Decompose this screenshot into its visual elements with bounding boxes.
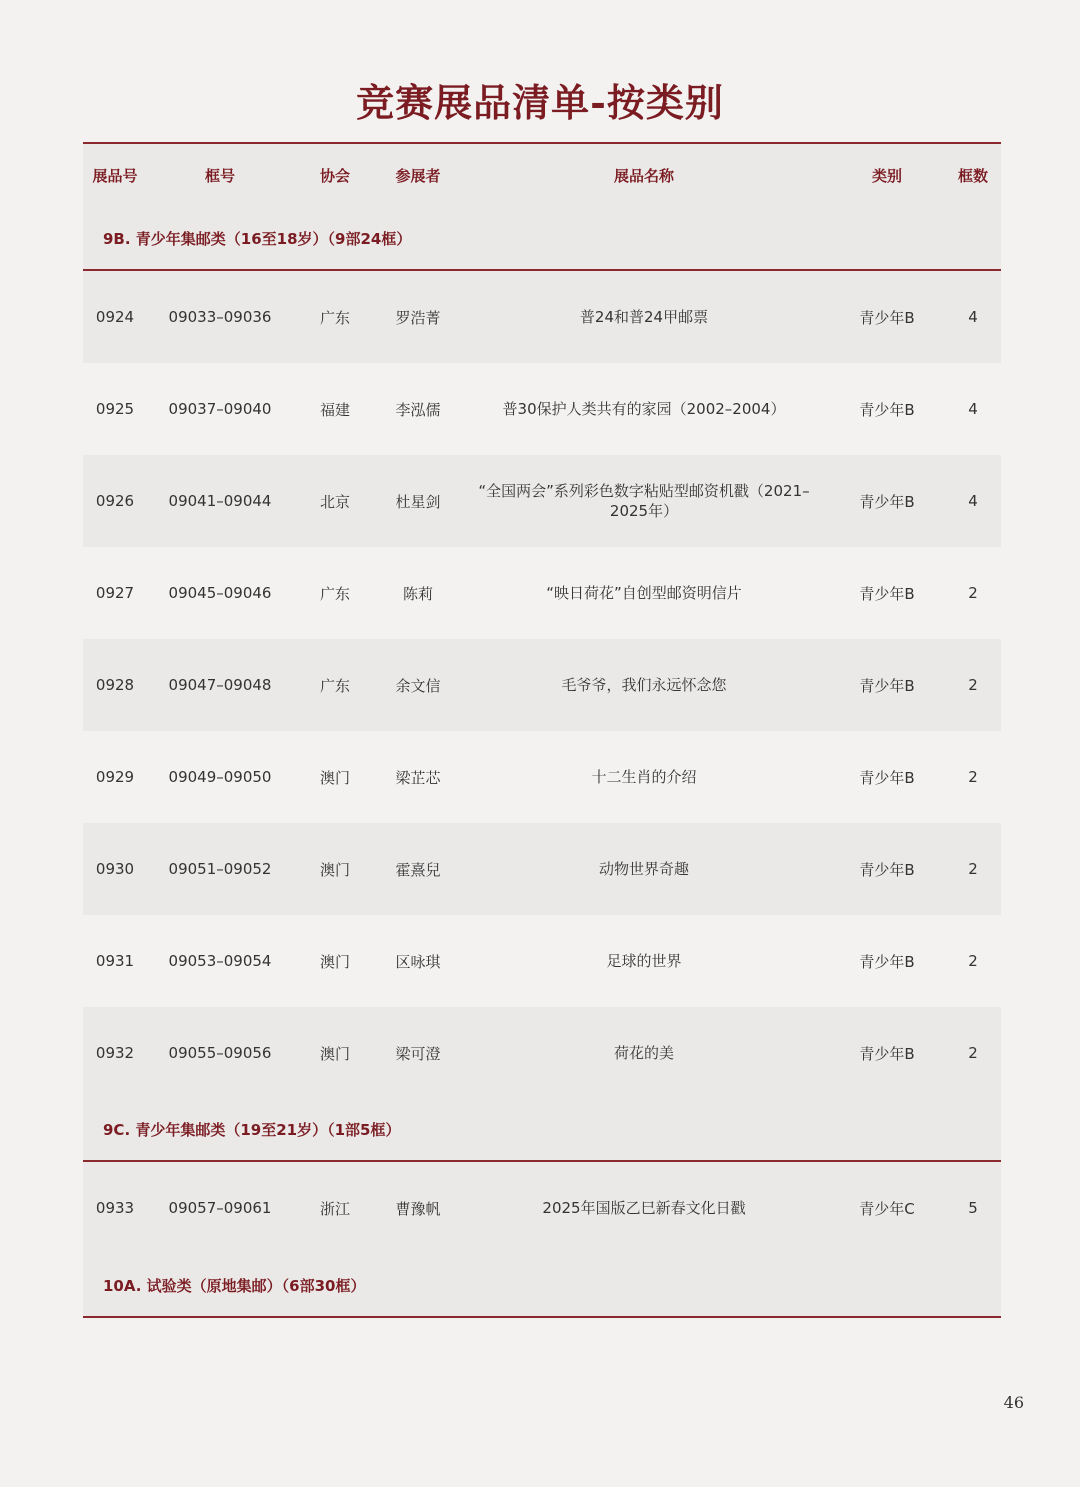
association-cell: 澳门 — [319, 1044, 350, 1063]
exhibit-no-cell: 0933 — [95, 1199, 135, 1217]
exhibit-no-cell: 0930 — [95, 860, 135, 878]
exhibit-no-cell: 0924 — [95, 308, 135, 326]
table-row — [83, 271, 1001, 363]
table-row — [83, 823, 1001, 915]
association-cell: 澳门 — [319, 952, 350, 971]
category-cell: 青少年C — [859, 1199, 915, 1218]
exhibit-no-cell: 0928 — [95, 676, 135, 694]
exhibitor-cell: 杜星剑 — [395, 492, 441, 511]
exhibit-title-cell: 毛爷爷，我们永远怀念您 — [561, 676, 727, 694]
frame-range-cell: 09053–09054 — [168, 952, 272, 970]
table-row — [83, 915, 1001, 1007]
table-row — [83, 731, 1001, 823]
frame-count-cell: 4 — [968, 308, 978, 326]
exhibit-title-cell: 足球的世界 — [606, 952, 682, 970]
header-exhibitor: 参展者 — [395, 167, 441, 185]
exhibit-title-cell: 动物世界奇趣 — [598, 860, 689, 878]
table-row — [83, 547, 1001, 639]
table-header — [83, 144, 1001, 207]
page-title: 竞赛展品清单-按类别 — [356, 80, 724, 125]
exhibit-no-cell: 0932 — [95, 1044, 135, 1062]
category-cell: 青少年B — [859, 952, 915, 971]
exhibit-no-cell: 0926 — [95, 492, 135, 510]
exhibit-title-cell: “全国两会”系列彩色数字粘贴型邮资机戳（2021–2025年） — [478, 482, 810, 520]
table-row — [83, 455, 1001, 547]
exhibitor-cell: 霍熹兒 — [395, 860, 441, 879]
association-cell: 福建 — [319, 400, 350, 419]
section-header: 9C. 青少年集邮类（19至21岁）（1部5框） — [83, 1099, 1001, 1162]
header-frame-count: 框数 — [957, 167, 988, 185]
exhibit-no-cell: 0929 — [95, 768, 135, 786]
exhibit-title-cell: “映日荷花”自创型邮资明信片 — [546, 584, 742, 602]
frame-count-cell: 2 — [968, 1044, 978, 1062]
header-association: 协会 — [319, 167, 350, 185]
category-cell: 青少年B — [859, 768, 915, 787]
category-cell: 青少年B — [859, 584, 915, 603]
exhibit-no-cell: 0927 — [95, 584, 135, 602]
association-cell: 澳门 — [319, 768, 350, 787]
header-category: 类别 — [871, 167, 902, 185]
frame-range-cell: 09057–09061 — [168, 1199, 272, 1217]
category-cell: 青少年B — [859, 1044, 915, 1063]
exhibitor-cell: 曹豫帆 — [395, 1199, 441, 1218]
frame-count-cell: 4 — [968, 400, 978, 418]
exhibit-table — [83, 142, 1001, 1318]
frame-range-cell: 09049–09050 — [168, 768, 272, 786]
association-cell: 广东 — [319, 676, 350, 695]
page-number: 46 — [1003, 1393, 1024, 1412]
exhibitor-cell: 梁芷芯 — [395, 768, 441, 787]
table-row — [83, 363, 1001, 455]
frame-range-cell: 09047–09048 — [168, 676, 272, 694]
exhibit-no-cell: 0925 — [95, 400, 135, 418]
frame-count-cell: 2 — [968, 952, 978, 970]
exhibitor-cell: 陈莉 — [402, 584, 433, 603]
frame-count-cell: 2 — [968, 676, 978, 694]
table-row — [83, 639, 1001, 731]
header-exhibit-title: 展品名称 — [613, 166, 674, 185]
table-body — [83, 207, 1001, 1318]
section-header: 10A. 试验类（原地集邮）（6部30框） — [83, 1254, 1001, 1318]
section-header: 9B. 青少年集邮类（16至18岁）（9部24框） — [83, 207, 1001, 271]
association-cell: 广东 — [319, 584, 350, 603]
frame-range-cell: 09051–09052 — [168, 860, 272, 878]
category-cell: 青少年B — [859, 676, 915, 695]
exhibit-title-cell: 十二生肖的介绍 — [591, 768, 697, 786]
exhibitor-cell: 余文信 — [395, 676, 441, 695]
header-exhibit-no: 展品号 — [92, 167, 138, 185]
association-cell: 浙江 — [319, 1199, 350, 1218]
frame-range-cell: 09055–09056 — [168, 1044, 272, 1062]
exhibit-title-cell: 2025年国版乙巳新春文化日戳 — [542, 1199, 746, 1217]
category-cell: 青少年B — [859, 400, 915, 419]
category-cell: 青少年B — [859, 492, 915, 511]
frame-range-cell: 09045–09046 — [168, 584, 272, 602]
association-cell: 广东 — [319, 308, 350, 327]
exhibitor-cell: 区咏琪 — [395, 952, 441, 971]
association-cell: 北京 — [319, 492, 350, 511]
frame-count-cell: 2 — [968, 584, 978, 602]
exhibitor-cell: 罗浩菁 — [395, 308, 441, 327]
table-row — [83, 1007, 1001, 1099]
frame-range-cell: 09037–09040 — [168, 400, 272, 418]
exhibitor-cell: 梁可澄 — [395, 1044, 441, 1063]
exhibit-title-cell: 普24和普24甲邮票 — [579, 308, 709, 326]
exhibit-no-cell: 0931 — [95, 952, 135, 970]
category-cell: 青少年B — [859, 308, 915, 327]
association-cell: 澳门 — [319, 860, 350, 879]
frame-count-cell: 5 — [968, 1199, 978, 1217]
frame-count-cell: 2 — [968, 860, 978, 878]
header-frame-no: 框号 — [204, 167, 235, 185]
category-cell: 青少年B — [859, 860, 915, 879]
exhibit-title-cell: 荷花的美 — [613, 1044, 674, 1062]
frame-count-cell: 2 — [968, 768, 978, 786]
exhibit-title-cell: 普30保护人类共有的家园（2002–2004） — [502, 400, 786, 418]
exhibitor-cell: 李泓儒 — [395, 400, 441, 419]
frame-range-cell: 09033–09036 — [168, 308, 272, 326]
frame-range-cell: 09041–09044 — [168, 492, 272, 510]
frame-count-cell: 4 — [968, 492, 978, 510]
table-row — [83, 1162, 1001, 1254]
